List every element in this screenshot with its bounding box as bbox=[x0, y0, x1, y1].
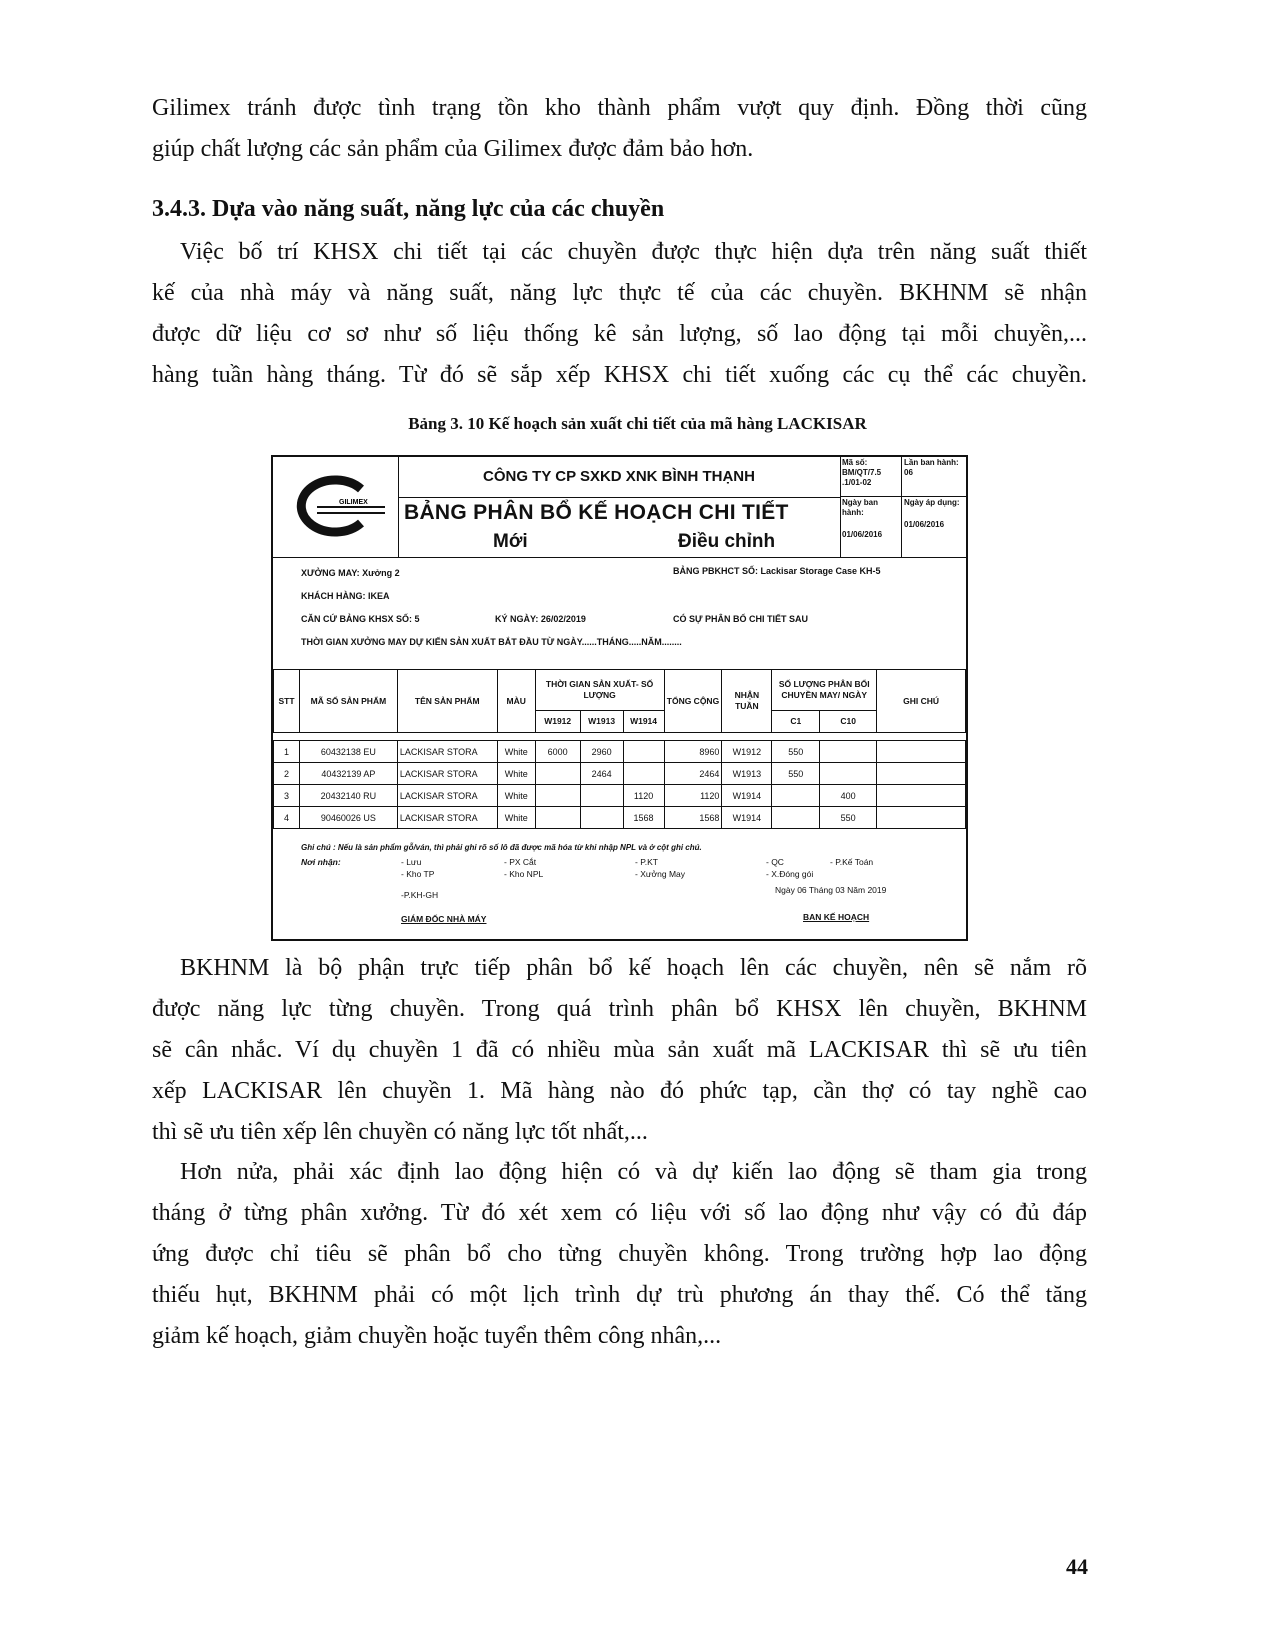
table-cell: 90460026 US bbox=[299, 807, 397, 829]
recipient-item: - Lưu bbox=[401, 857, 422, 867]
table-cell bbox=[623, 741, 664, 763]
table-header-row bbox=[274, 670, 966, 711]
text-line: giúp chất lượng các sản phẩm của Gilimex được đảm bảo hơn. bbox=[152, 136, 754, 162]
table-cell: 40432139 AP bbox=[299, 763, 397, 785]
plan-table bbox=[273, 669, 966, 829]
column-header: NHẬN TUẦN bbox=[722, 670, 772, 733]
table-cell bbox=[535, 785, 580, 807]
table-cell: 1 bbox=[274, 741, 300, 763]
workshop-info: XƯỞNG MAY: Xưởng 2 bbox=[301, 568, 400, 578]
new-label: Mới bbox=[493, 531, 528, 552]
table-cell: White bbox=[497, 807, 535, 829]
apply-date-label: Ngày áp dụng: bbox=[904, 498, 960, 507]
page-number: 44 bbox=[1066, 1554, 1088, 1579]
recipient-item: - Kho NPL bbox=[504, 869, 544, 879]
text-line: Hơn nửa, phải xác định lao động hiện có và dự kiến lao động sẽ tham gia trong bbox=[180, 1159, 1087, 1185]
recipient-item: -P.KH-GH bbox=[401, 890, 439, 900]
customer-info: KHÁCH HÀNG: IKEA bbox=[301, 591, 390, 601]
table-cell: 2464 bbox=[664, 763, 722, 785]
table-cell: LACKISAR STORA bbox=[397, 741, 497, 763]
issue-date-cell bbox=[840, 497, 902, 557]
column-header: W1914 bbox=[623, 711, 664, 733]
recipient-item: - P.Kế Toán bbox=[830, 857, 874, 867]
table-row bbox=[274, 807, 966, 829]
column-header: W1913 bbox=[580, 711, 623, 733]
gilimex-logo bbox=[281, 471, 391, 541]
plan-allocation-form bbox=[271, 455, 968, 941]
table-cell: 2960 bbox=[580, 741, 623, 763]
column-header: STT bbox=[274, 670, 300, 733]
paragraph-intro bbox=[152, 88, 1087, 170]
edition-label: Lần ban hành: 06 bbox=[904, 458, 959, 477]
text-line: ứng được chỉ tiêu sẽ phân bổ cho từng chuyền không. Trong trường hợp lao động bbox=[152, 1241, 1087, 1267]
table-cell bbox=[877, 741, 966, 763]
table-cell bbox=[820, 741, 877, 763]
signature-date: Ngày 06 Tháng 03 Năm 2019 bbox=[775, 885, 887, 895]
company-name: CÔNG TY CP SXKD XNK BÌNH THẠNH bbox=[398, 457, 841, 498]
table-cell: W1914 bbox=[722, 807, 772, 829]
code-cell bbox=[840, 457, 902, 497]
apply-date-cell bbox=[902, 497, 966, 557]
planning-signature: BAN KẾ HOẠCH bbox=[803, 912, 870, 922]
paragraph-allocation bbox=[152, 948, 1087, 1153]
form-note: Ghi chú : Nếu là sản phẩm gỗ/ván, thì phải ghi rõ số lô đã được mã hóa từ khi nhập NPL và ở cột ghi chú. bbox=[301, 843, 702, 852]
start-time-info: THỜI GIAN XƯỞNG MAY DỰ KIẾN SẢN XUẤT BẮT ĐẦU TỪ NGÀY......THÁNG.....NĂM........ bbox=[301, 637, 682, 647]
table-cell: W1913 bbox=[722, 763, 772, 785]
table-cell bbox=[535, 763, 580, 785]
table-cell: 6000 bbox=[535, 741, 580, 763]
text-line: giảm kế hoạch, giảm chuyền hoặc tuyển thêm công nhân,... bbox=[152, 1323, 722, 1349]
text-line: tháng ở từng phân xưởng. Từ đó xét xem có liệu với số lao động như vậy có đủ đáp bbox=[152, 1200, 1087, 1226]
recipient-item: - P.KT bbox=[635, 857, 658, 867]
column-header: GHI CHÚ bbox=[877, 670, 966, 733]
table-cell: 8960 bbox=[664, 741, 722, 763]
table-cell: 2464 bbox=[580, 763, 623, 785]
recipient-item: - Kho TP bbox=[401, 869, 435, 879]
table-cell: 1120 bbox=[664, 785, 722, 807]
table-row bbox=[274, 741, 966, 763]
text-line: thiếu hụt, BKHNM phải có một lịch trình dự trù phương án thay thế. Có thể tăng bbox=[152, 1282, 1087, 1308]
paragraph-labor bbox=[152, 1152, 1087, 1357]
table-cell: 1568 bbox=[623, 807, 664, 829]
text-line: thì sẽ ưu tiên xếp lên chuyền có năng lực tốt nhất,... bbox=[152, 1119, 648, 1145]
table-cell: LACKISAR STORA bbox=[397, 785, 497, 807]
text-line: được dữ liệu cơ sơ như số liệu thống kê sản lượng, số lao động tại mỗi chuyền,... bbox=[152, 321, 1087, 347]
column-header: SỐ LƯỢNG PHÂN BỔI CHUYỀN MAY/ NGÀY bbox=[772, 670, 877, 711]
table-cell: 2 bbox=[274, 763, 300, 785]
form-title-cell bbox=[398, 497, 841, 557]
text-line: BKHNM là bộ phận trực tiếp phân bổ kế hoạch lên các chuyền, nên sẽ nắm rõ bbox=[180, 955, 1087, 981]
table-cell bbox=[877, 807, 966, 829]
table-cell bbox=[877, 785, 966, 807]
column-header: W1912 bbox=[535, 711, 580, 733]
table-cell: 3 bbox=[274, 785, 300, 807]
table-cell: White bbox=[497, 785, 535, 807]
signed-date-info: KÝ NGÀY: 26/02/2019 bbox=[495, 614, 586, 624]
table-cell bbox=[772, 785, 820, 807]
recipient-item: - X.Đóng gói bbox=[766, 869, 814, 879]
table-cell: 400 bbox=[820, 785, 877, 807]
column-header: MÀU bbox=[497, 670, 535, 733]
table-cell: 20432140 RU bbox=[299, 785, 397, 807]
plan-number-info: BẢNG PBKHCT SỐ: Lackisar Storage Case KH-5 bbox=[673, 566, 881, 576]
table-cell: 550 bbox=[772, 741, 820, 763]
table-row bbox=[274, 785, 966, 807]
column-header: THỜI GIAN SẢN XUẤT- SỐ LƯỢNG bbox=[535, 670, 664, 711]
table-cell: White bbox=[497, 741, 535, 763]
text-line: kế của nhà máy và năng suất, năng lực thực tế của các chuyền. BKHNM sẽ nhận bbox=[152, 280, 1087, 306]
table-cell bbox=[820, 763, 877, 785]
issue-date-value: 01/06/2016 bbox=[842, 530, 883, 539]
recipient-item: - Xưởng May bbox=[635, 869, 685, 879]
column-header: TÊN SẢN PHẨM bbox=[397, 670, 497, 733]
text-line: Việc bố trí KHSX chi tiết tại các chuyền được thực hiện dựa trên năng suất thiết bbox=[180, 239, 1087, 265]
column-header: C1 bbox=[772, 711, 820, 733]
form-title: BẢNG PHÂN BỔ KẾ HOẠCH CHI TIẾT bbox=[404, 501, 789, 524]
detail-note-info: CÓ SỰ PHÂN BỔ CHI TIẾT SAU bbox=[673, 614, 808, 624]
recipients-label: Nơi nhận: bbox=[301, 857, 341, 867]
table-cell: 1568 bbox=[664, 807, 722, 829]
table-cell: W1914 bbox=[722, 785, 772, 807]
recipient-item: - PX Cắt bbox=[504, 857, 537, 867]
column-header: MÃ SỐ SẢN PHẨM bbox=[299, 670, 397, 733]
paragraph-section-body bbox=[152, 232, 1087, 396]
code-value: BM/QT/7.5 .1/01-02 bbox=[842, 468, 882, 487]
table-cell bbox=[535, 807, 580, 829]
table-cell: W1912 bbox=[722, 741, 772, 763]
table-cell bbox=[580, 785, 623, 807]
table-cell: 4 bbox=[274, 807, 300, 829]
logo-cell bbox=[273, 457, 399, 557]
table-cell bbox=[580, 807, 623, 829]
table-cell bbox=[772, 807, 820, 829]
based-on-info: CĂN CỨ BẢNG KHSX SỐ: 5 bbox=[301, 614, 420, 624]
table-cell: LACKISAR STORA bbox=[397, 763, 497, 785]
table-cell: LACKISAR STORA bbox=[397, 807, 497, 829]
form-header bbox=[273, 457, 966, 558]
adjust-label: Điều chỉnh bbox=[678, 531, 776, 552]
column-header: TỔNG CỘNG bbox=[664, 670, 722, 733]
edition-cell bbox=[902, 457, 966, 497]
recipient-item: - QC bbox=[766, 857, 784, 867]
table-caption: Bảng 3. 10 Kế hoạch sản xuất chi tiết của mã hàng LACKISAR bbox=[408, 414, 867, 433]
table-cell: White bbox=[497, 763, 535, 785]
table-row bbox=[274, 763, 966, 785]
section-heading: 3.4.3. Dựa vào năng suất, năng lực của các chuyền bbox=[152, 196, 665, 222]
logo-text: GILIMEX bbox=[339, 499, 368, 506]
code-label: Mã số: bbox=[842, 458, 868, 467]
text-line: được năng lực từng chuyền. Trong quá trình phân bổ KHSX lên chuyền, BKHNM bbox=[152, 996, 1087, 1022]
column-header: C10 bbox=[820, 711, 877, 733]
text-line: Gilimex tránh được tình trạng tồn kho thành phẩm vượt quy định. Đồng thời cũng bbox=[152, 95, 1087, 121]
issue-date-label: Ngày ban hành: bbox=[842, 498, 879, 517]
apply-date-value: 01/06/2016 bbox=[904, 520, 945, 529]
text-line: hàng tuần hàng tháng. Từ đó sẽ sắp xếp KHSX chi tiết xuống các cụ thể các chuyền. bbox=[152, 362, 1087, 388]
text-line: sẽ cân nhắc. Ví dụ chuyền 1 đã có nhiều mùa sản xuất mã LACKISAR thì sẽ ưu tiên bbox=[152, 1037, 1087, 1063]
director-signature: GIÁM ĐỐC NHÀ MÁY bbox=[401, 914, 487, 924]
table-cell: 1120 bbox=[623, 785, 664, 807]
table-cell: 550 bbox=[772, 763, 820, 785]
text-line: xếp LACKISAR lên chuyền 1. Mã hàng nào đó phức tạp, cần thợ có tay nghề cao bbox=[152, 1078, 1087, 1104]
table-cell: 60432138 EU bbox=[299, 741, 397, 763]
table-cell bbox=[877, 763, 966, 785]
table-cell: 550 bbox=[820, 807, 877, 829]
table-cell bbox=[623, 763, 664, 785]
